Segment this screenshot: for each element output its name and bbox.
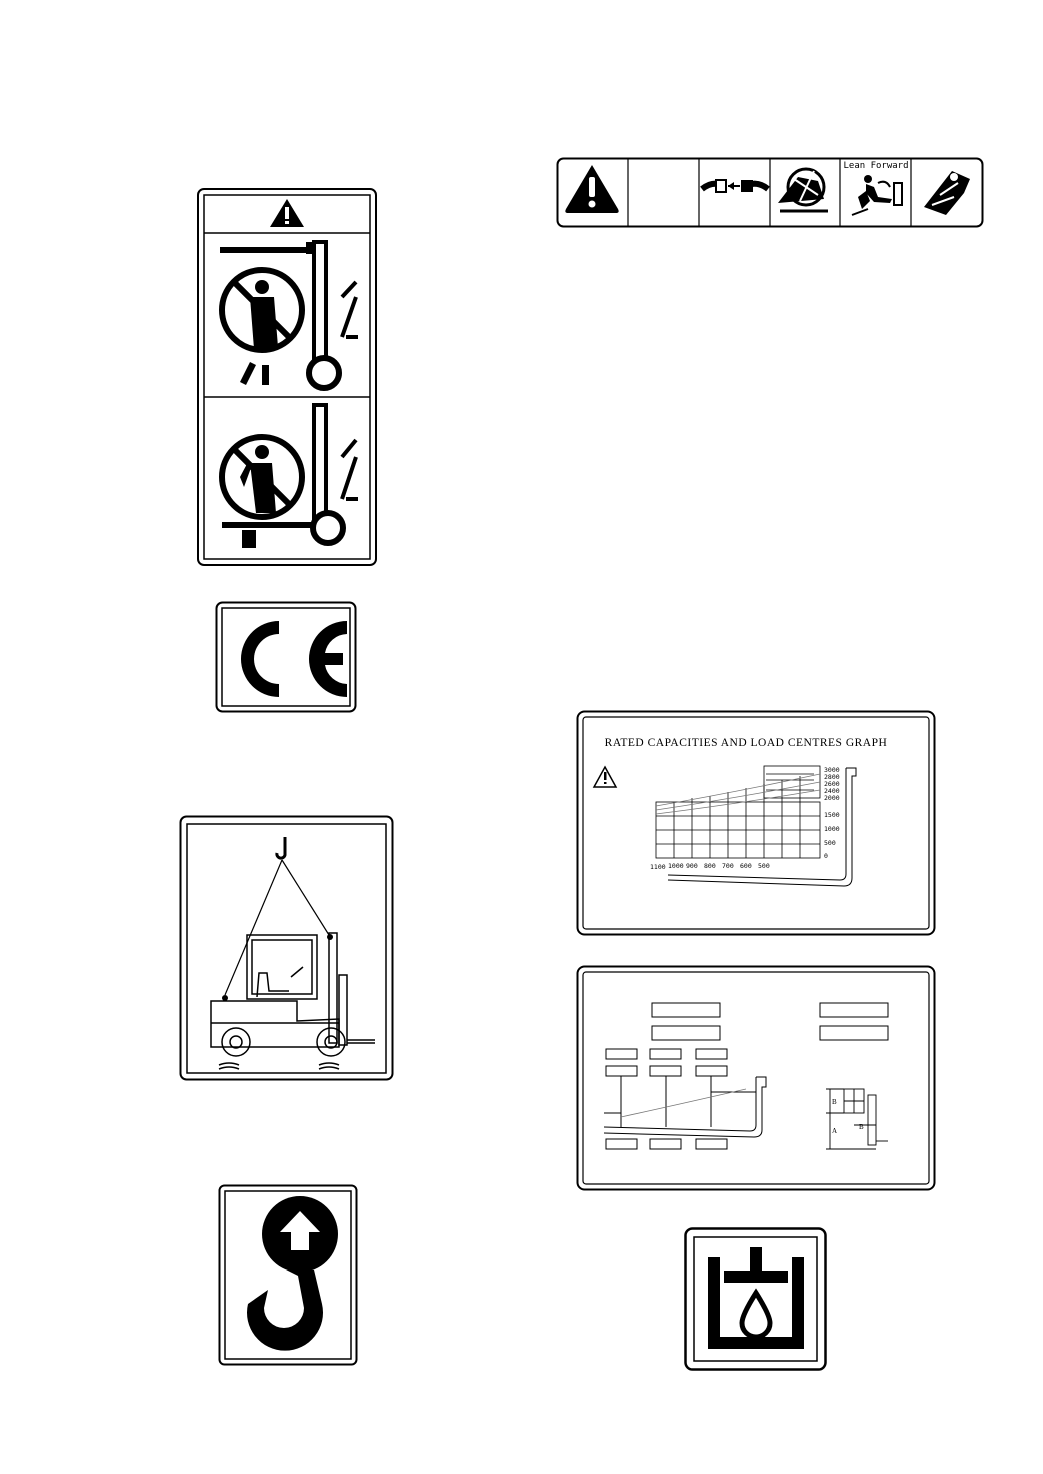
ce-mark-decal — [215, 601, 357, 713]
rated-capacities-plate — [576, 710, 936, 936]
load-centre-spec-plate — [576, 965, 936, 1191]
y-tick: 2000 — [824, 794, 840, 802]
y-tick: 3000 — [824, 766, 840, 774]
lifting-point-decal — [218, 1184, 358, 1366]
hoisting-points-decal — [179, 815, 394, 1081]
dim-label: B — [859, 1123, 864, 1131]
y-tick: 0 — [824, 852, 828, 860]
x-tick: 1100 — [650, 863, 666, 871]
x-tick: 600 — [740, 862, 752, 870]
x-tick: 500 — [758, 862, 770, 870]
graph-title: RATED CAPACITIES AND LOAD CENTRES GRAPH — [604, 737, 888, 749]
no-riding-forks-decal — [196, 187, 378, 567]
hydraulic-oil-decal — [684, 1227, 827, 1371]
y-tick: 1500 — [824, 811, 840, 819]
y-tick: 2400 — [824, 787, 840, 795]
y-tick: 500 — [824, 839, 836, 847]
seatbelt-warning-strip — [556, 157, 984, 228]
dim-label: A — [832, 1127, 838, 1135]
dim-label: B — [832, 1098, 837, 1106]
y-tick: 2600 — [824, 780, 840, 788]
x-tick: 800 — [704, 862, 716, 870]
y-tick: 1000 — [824, 825, 840, 833]
x-tick: 1000 — [668, 862, 684, 870]
y-tick: 2800 — [824, 773, 840, 781]
x-tick: 900 — [686, 862, 698, 870]
lean-forward-label: Lean Forward — [843, 161, 909, 171]
x-tick: 700 — [722, 862, 734, 870]
